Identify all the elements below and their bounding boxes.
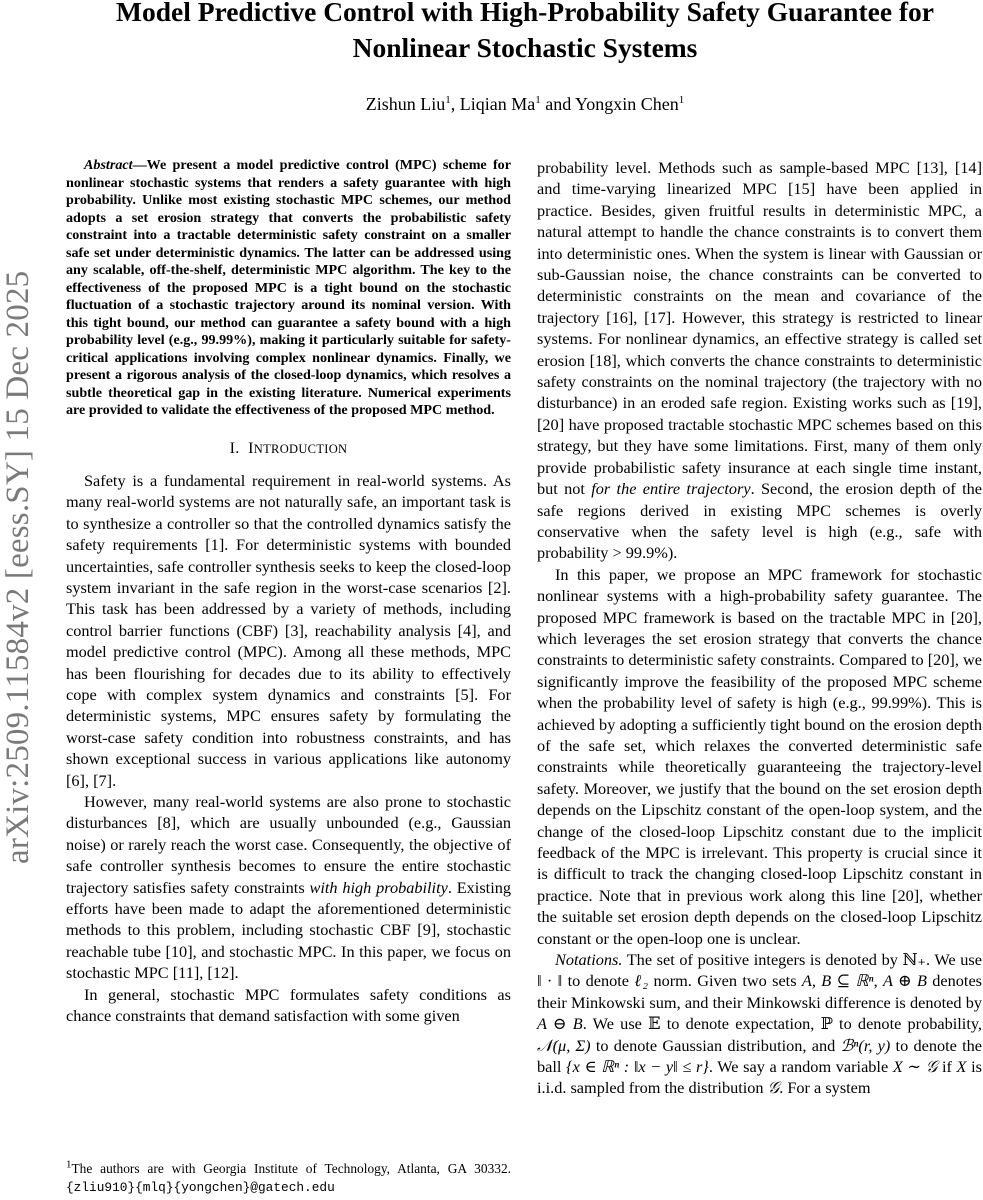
affiliation-mark: 1: [445, 94, 451, 106]
math: ℕ₊: [902, 950, 926, 970]
footnote: [66, 1160, 511, 1197]
paragraph-text: However, many real-world systems are also prone to stochastic disturbances [8], which are usually unbounded (e.g., Gaussian noise) or rarely reach the worst case. Consequently, the objective of safe controller synthesis becomes to ensure the entire stochastic trajectory satisfies safety constraints: [66, 792, 511, 897]
math: A ⊖ B: [537, 1014, 583, 1034]
math: X ∼ 𝒢: [892, 1057, 938, 1077]
text: to denote: [562, 971, 635, 991]
text: if: [937, 1057, 957, 1077]
text: . We use: [925, 950, 982, 970]
section-heading-initial: I: [248, 439, 254, 457]
math: ℬⁿ(r, y): [840, 1035, 891, 1055]
affiliation-mark: 1: [535, 94, 541, 106]
text: . We say a random variable: [708, 1057, 893, 1077]
abstract: [66, 157, 511, 420]
math: A, B ⊆ ℝⁿ: [801, 971, 874, 991]
footnote-mark: 1: [66, 1158, 72, 1171]
section-heading-introduction: [66, 438, 511, 460]
text: to denote expectation,: [660, 1014, 821, 1034]
author-separator: and: [540, 94, 576, 114]
text: denotes their Minkowski sum, and their Minkowski difference is denoted by: [537, 971, 983, 1012]
math: 𝒢: [767, 1078, 780, 1098]
text: norm. Given two sets: [648, 971, 802, 991]
text: . For a system: [779, 1078, 871, 1098]
math: 𝒩(μ, Σ): [537, 1035, 591, 1055]
left-column: [66, 157, 511, 1026]
author-separator: ,: [450, 94, 460, 114]
paragraph-text: probability level. Methods such as sample-based MPC [13], [14] and time-varying linearized MPC [15] have been applied in practice. Besides, given fruitful results in deterministic MPC, a natural attempt to handle the chance constraints is to convert them into deterministic ones. When the system is linear with Gaussian or sub-Gaussian noise, the chance constraints can be converted to deterministic constraints on the mean and covariance of the trajectory [16], [17]. However, this strategy is restricted to linear systems. For nonlinear dynamics, an effective strategy is called set erosion [18], which converts the chance constraints to deterministic safety constraints on the nominal trajectory (the trajectory with no disturbance) in an eroded safe region. Existing works such as [19], [20] have proposed tractable stochastic MPC schemes based on this strategy, but they have some limitations. First, many of them only provide probabilistic safety insurance at each single time instant, but not: [537, 158, 982, 499]
text: to denote the ball: [537, 1035, 982, 1077]
footnote-text: The authors are with Georgia Institute of Technology, Atlanta, GA 30332.: [71, 1161, 511, 1176]
author-name: Liqian Ma: [459, 94, 536, 114]
text: ,: [873, 971, 883, 991]
paragraph: In general, stochastic MPC formulates safety conditions as chance constraints that demand satisfaction with some given: [66, 984, 511, 1026]
section-number: I.: [229, 439, 240, 457]
paragraph: [66, 791, 511, 984]
text: The set of positive integers is denoted by: [622, 950, 903, 970]
author-name: Zishun Liu: [365, 94, 446, 114]
notations-paragraph: [537, 949, 982, 1099]
author-name: Yongxin Chen: [575, 94, 679, 114]
math: {x ∈ ℝⁿ : ‖x − y‖ ≤ r}: [566, 1057, 709, 1077]
math: 𝔼: [648, 1014, 661, 1034]
abstract-text: We present a model predictive control (MPC) scheme for nonlinear stochastic systems that renders a safety guarantee with high probability. Unlike most existing stochastic MPC schemes, our method adopts a set erosion strategy that converts the probabilistic safety constraint into a tractable deterministic safety constraint on a smaller safe set under deterministic dynamics. The latter can be addressed using any scalable, off-the-shelf, deterministic MPC algorithm. The key to the effectiveness of the proposed MPC is a tight bound on the stochastic fluctuation of a stochastic trajectory around its nominal version. With this tight bound, our method can guarantee a safety bound with a high probability level (e.g., 99.99%), making it particularly suitable for safety-critical applications involving complex nonlinear dynamics. Finally, we present a rigorous analysis of the closed-loop dynamics, which resolves a subtle theoretical gap in the existing literature. Numerical experiments are provided to validate the effectiveness of the proposed MPC method.: [66, 157, 511, 418]
affiliation-mark: 1: [678, 94, 685, 106]
author-list: [60, 94, 983, 115]
text: to denote Gaussian distribution, and: [590, 1035, 841, 1055]
math: A ⊕ B: [882, 971, 927, 991]
abstract-label: Abstract: [84, 157, 133, 173]
abstract-dash: —: [132, 157, 147, 173]
paragraph: In this paper, we propose an MPC framework for stochastic nonlinear systems with a high-probability safety guarantee. The proposed MPC framework is based on the tractable MPC in [20], which leverages the set erosion strategy that converts the chance constraints to deterministic safety constraints. Compared to [20], we significantly improve the feasibility of the proposed MPC scheme when the probability level of safety is high (e.g., 99.99%). This is achieved by adopting a sufficiently tight bound on the erosion depth of the safe set, which relaxes the converted deterministic safe constraints while theoretically guaranteeing the trajectory-level safety. Moreover, we justify that the bound on the set erosion depth depends on the Lipschitz constant of the open-loop system, and the change of the closed-loop Lipschitz constant due to the implicit feedback of the MPC is irrelevant. This property is crucial since it is difficult to track the changing closed-loop Lipschitz constant in practice. Note that in previous work along this line [20], whether the suitable set erosion depth depends on the closed-loop Lipschitz constant or the open-loop one is unclear.: [537, 564, 982, 948]
section-heading-rest: NTRODUCTION: [253, 441, 348, 456]
paragraph: [537, 157, 982, 564]
math: ℓ₂: [634, 971, 649, 991]
arxiv-identifier: arXiv:2509.11584v2 [eess.SY] 15 Dec 2025: [0, 270, 36, 864]
text: to denote probability,: [832, 1014, 983, 1034]
paragraph: Safety is a fundamental requirement in real-world systems. As many real-world systems are not naturally safe, an important task is to synthesize a controller so that the controlled dynamics satisfy the safety requirements [1]. For deterministic systems with bounded uncertainties, safe controller synthesis seeks to keep the closed-loop system invariant in the safe region in the worst-case scenarios [2]. This task has been addressed by a variety of methods, including control barrier functions (CBF) [3], reachability analysis [4], and model predictive control (MPC). Among all these methods, MPC has been flourishing for decades due to its ability to effectively cope with complex system dynamics and constraints [5]. For deterministic systems, MPC ensures safety by formulating the worst-case safety condition into robustness constraints, and has shown exceptional success in various applications like autonomy [6], [7].: [66, 470, 511, 790]
right-column: [537, 157, 982, 1099]
math: ℙ: [820, 1014, 833, 1034]
paragraph-text: . Second, the erosion depth of the safe regions derived in existing MPC schemes is overly conservative when the safety level is high (e.g., safe with probability > 99.9%).: [537, 479, 982, 563]
math: X: [956, 1057, 967, 1077]
paragraph-text: . Existing efforts have been made to adapt the aforementioned deterministic methods to this problem, including stochastic CBF [9], stochastic reachable tube [10], and stochastic MPC. In this paper, we focus on stochastic MPC [11], [12].: [66, 877, 511, 983]
emphasis: for the entire trajectory: [591, 479, 751, 499]
notations-label: Notations.: [555, 950, 623, 970]
text: is i.i.d. sampled from the distribution: [537, 1057, 982, 1098]
author-emails: {zliu910}{mlq}{yongchen}@gatech.edu: [66, 1180, 335, 1195]
paper-title: Model Predictive Control with High-Probability Safety Guarantee for Nonlinear Stochastic Systems: [115, 0, 935, 63]
emphasis: with high probability: [309, 877, 448, 897]
text: . We use: [582, 1014, 649, 1034]
math: ‖ · ‖: [537, 971, 563, 991]
